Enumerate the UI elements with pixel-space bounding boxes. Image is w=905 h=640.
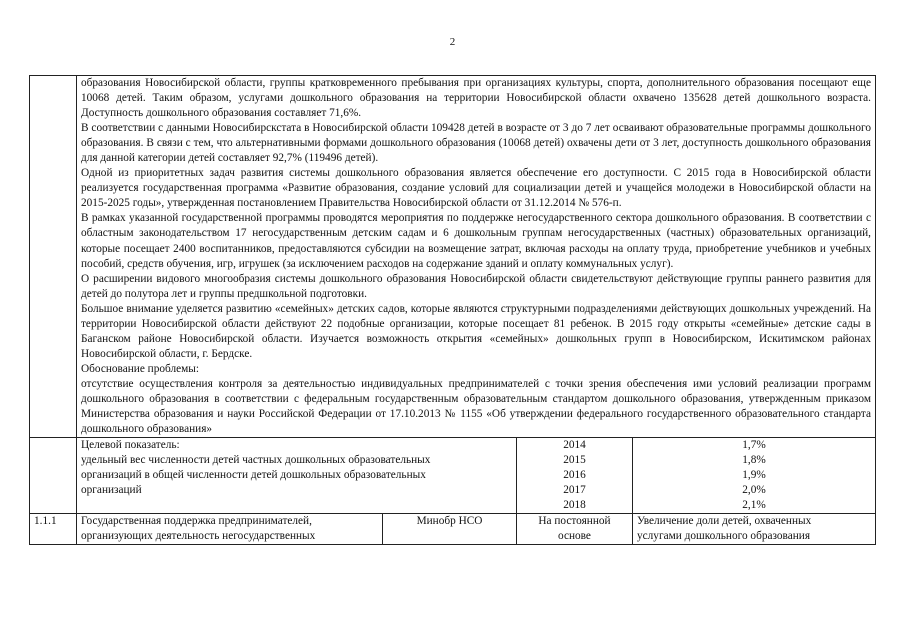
indicator-year: 2017 [563, 484, 586, 497]
page-number: 2 [449, 36, 456, 48]
indicator-value: 1,9% [742, 469, 766, 482]
narrative-empty-cell [30, 76, 77, 438]
indicator-label-cell [77, 438, 517, 514]
indicator-text-line: удельный вес численности детей частных дошкольных образовательных [81, 454, 431, 467]
indicator-year: 2016 [563, 469, 586, 482]
narrative-paragraph: Одной из приоритетных задач развития системы дошкольного образования является обеспечение его доступности. С 2015 года в Новосибирской области реализуется государственная программа «Развитие образования, создание условий для социализации детей и учащейся молодежи в Новосибирской области на 2015-2025 годы», утвержденная постановлением Правительства Новосибирской области от 31.12.2014 № 576-п. [81, 167, 871, 210]
indicator-value: 2,1% [742, 499, 766, 512]
narrative-paragraph: Большое внимание уделяется развитию «семейных» детских садов, которые являются структурными подразделениями действующих дошкольных учреждений. На территории Новосибирской области действуют 22 подобные организации, которые посещает 81 ребенок. В 2015 году открыты «семейные» детские сады в Баганском районе Новосибирской области. Изучается возможность открытия «семейных» дошкольных групп в Новосибирском, Искитимском районах Новосибирской области, г. Бердске. [81, 302, 871, 360]
measure-result-line: услугами дошкольного образования [637, 530, 811, 543]
measure-description-line: Государственная поддержка предпринимателей, [81, 515, 312, 528]
narrative-paragraph: В соответствии с данными Новосибирскстата в Новосибирской области 109428 детей в возрасте от 3 до 7 лет осваивают образовательные программы дошкольного образования. В связи с тем, что альтернативными формами дошкольного образования (10068 детей) охвачены дети от 3 лет, доступность дошкольного образования для данной категории детей составляет 92,7% (119496 детей). [81, 122, 871, 165]
narrative-row [30, 76, 876, 438]
narrative-paragraph: Обоснование проблемы: [81, 362, 200, 375]
indicator-value: 2,0% [742, 484, 766, 497]
indicator-row [30, 438, 876, 514]
measure-row [30, 514, 876, 545]
measure-result-cell [633, 514, 876, 545]
narrative-paragraph: образования Новосибирской области, группы кратковременного пребывания при организациях культуры, спорта, дополнительного образования посещают еще 10068 детей. Таким образом, услугами дошкольного образования на территории Новосибирской области охвачено 135628 детей дошкольного возраста. Доступность дошкольного образования составляет 71,6%. [81, 77, 871, 120]
indicator-text-line: организаций в общей численности детей дошкольных образовательных [81, 469, 426, 482]
indicator-value: 1,7% [742, 439, 766, 452]
measure-term-line: основе [558, 530, 591, 543]
indicator-year: 2015 [563, 454, 586, 467]
measure-result-line: Увеличение доли детей, охваченных [637, 515, 812, 528]
measure-term-cell [517, 514, 633, 545]
measure-number: 1.1.1 [30, 514, 77, 545]
indicator-text-line: организаций [81, 484, 142, 497]
indicator-year: 2018 [563, 499, 586, 512]
indicator-empty-cell [30, 438, 77, 514]
program-table [29, 75, 876, 545]
measure-executor: Минобр НСО [383, 514, 517, 545]
narrative-cell [77, 76, 876, 438]
indicator-value: 1,8% [742, 454, 766, 467]
measure-description-line: организующих деятельность негосударственных [81, 530, 316, 543]
indicator-title: Целевой показатель: [81, 439, 180, 452]
measure-term-line: На постоянной [538, 515, 611, 528]
narrative-paragraph: О расширении видового многообразия системы дошкольного образования Новосибирской области свидетельствуют действующие группы раннего развития для детей до полутора лет и группы предшкольной подготовки. [81, 272, 871, 300]
measure-description-cell [77, 514, 383, 545]
indicator-values-cell [633, 438, 876, 514]
narrative-paragraph: отсутствие осуществления контроля за деятельностью индивидуальных предпринимателей с точки зрения обеспечения ими условий реализации программ дошкольного образования в соответствии с федеральным государственным образовательным стандартом дошкольного образования, утвержденным приказом Министерства образования и науки Российской Федерации от 17.10.2013 № 1155 «Об утверждении федерального государственного образовательного стандарта дошкольного образования» [81, 377, 871, 436]
narrative-paragraph: В рамках указанной государственной программы проводятся мероприятия по поддержке негосударственного сектора дошкольного образования. В соответствии с областным законодательством 17 негосударственным детским садам и 6 дошкольным группам негосударственных (частных) образовательных организаций, которые посещает 2400 воспитанников, предоставляются субсидии на возмещение затрат, включая расходы на оплату труда, приобретение учебников и учебных пособий, средств обучения, игр, игрушек (за исключением расходов на содержание зданий и оплату коммунальных услуг). [81, 212, 871, 270]
indicator-years-cell [517, 438, 633, 514]
indicator-year: 2014 [563, 439, 586, 452]
